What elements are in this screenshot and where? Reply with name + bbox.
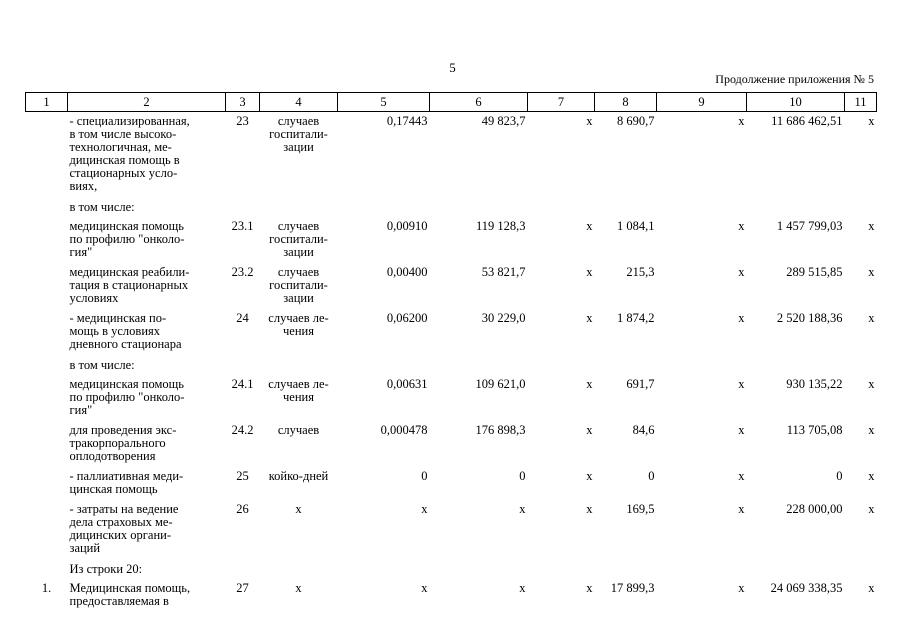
cell-col-6 (430, 355, 528, 375)
cell-col-10: 2 520 188,36 (776, 311, 843, 325)
row-number: 1. (41, 581, 52, 595)
cell-col-9: х (738, 469, 745, 483)
cell-col-5 (338, 559, 430, 579)
row-number (26, 421, 68, 467)
cell-col-11 (845, 355, 877, 375)
cell-col-10 (747, 197, 845, 217)
cell-col-5: х (421, 581, 428, 595)
row-number (26, 375, 68, 421)
row-name: медицинская реабили- тация в стационарных условиях (69, 265, 190, 305)
cell-col-5: 0,17443 (386, 114, 428, 128)
cell-col-9: х (738, 502, 745, 516)
column-header-4: 4 (260, 93, 338, 112)
cell-col-5: 0,000478 (380, 423, 428, 437)
cell-col-8: 84,6 (632, 423, 655, 437)
cell-col-10 (747, 559, 845, 579)
cell-col-6: 53 821,7 (481, 265, 526, 279)
cell-col-6 (430, 197, 528, 217)
cell-col-10: 228 000,00 (786, 502, 843, 516)
row-name: в том числе: (69, 200, 135, 214)
table-body (26, 112, 877, 613)
row-unit: случаев госпитали- зации (269, 114, 328, 154)
cell-col-7: х (586, 219, 593, 233)
cell-col-7: х (586, 311, 593, 325)
table-row (26, 375, 877, 421)
row-code: 24.2 (231, 423, 254, 437)
cell-col-5: 0 (421, 469, 428, 483)
row-code: 23 (236, 114, 249, 128)
cell-col-11: х (868, 265, 875, 279)
row-unit: х (295, 581, 302, 595)
cell-col-9: х (738, 311, 745, 325)
cell-col-8: 169,5 (626, 502, 655, 516)
cell-col-7: х (586, 502, 593, 516)
table-row (26, 217, 877, 263)
cell-col-7: х (586, 581, 593, 595)
cell-col-5: 0,06200 (386, 311, 428, 325)
cell-col-9 (657, 197, 747, 217)
row-unit: случаев ле- чения (268, 311, 329, 338)
cell-col-5 (338, 197, 430, 217)
row-name: в том числе: (69, 358, 135, 372)
cell-col-5 (338, 355, 430, 375)
row-unit: случаев госпитали- зации (269, 219, 328, 259)
row-unit: случаев ле- чения (268, 377, 329, 404)
table-row (26, 112, 877, 198)
column-header-5: 5 (338, 93, 430, 112)
cell-col-6: 49 823,7 (481, 114, 526, 128)
column-header-3: 3 (226, 93, 260, 112)
row-unit (260, 197, 338, 217)
cell-col-11: х (868, 114, 875, 128)
cell-col-9: х (738, 423, 745, 437)
row-number (26, 355, 68, 375)
row-number (26, 112, 68, 198)
cell-col-10: 24 069 338,35 (770, 581, 843, 595)
table-row (26, 421, 877, 467)
row-unit: х (295, 502, 302, 516)
row-code (226, 197, 260, 217)
column-header-8: 8 (595, 93, 657, 112)
column-header-9: 9 (657, 93, 747, 112)
table-header-row (26, 93, 877, 112)
cell-col-6: х (519, 502, 526, 516)
row-unit: случаев госпитали- зации (269, 265, 328, 305)
cell-col-9: х (738, 219, 745, 233)
table-subheading-row (26, 197, 877, 217)
cell-col-9: х (738, 377, 745, 391)
row-code (226, 355, 260, 375)
cell-col-6: 109 621,0 (475, 377, 526, 391)
cell-col-7 (528, 559, 595, 579)
row-number (26, 309, 68, 355)
cell-col-11: х (868, 423, 875, 437)
cell-col-6: 176 898,3 (475, 423, 526, 437)
row-code: 26 (236, 502, 249, 516)
row-name: - паллиативная меди- цинская помощь (69, 469, 184, 496)
table-row (26, 309, 877, 355)
row-number (26, 467, 68, 500)
row-name: - затраты на ведение дела страховых ме- дицинских органи- заций (69, 502, 179, 555)
cell-col-11: х (868, 502, 875, 516)
cell-col-8 (595, 559, 657, 579)
cell-col-5: 0,00400 (386, 265, 428, 279)
row-code: 27 (236, 581, 249, 595)
table-subheading-row (26, 559, 877, 579)
table-row (26, 263, 877, 309)
row-code: 24.1 (231, 377, 254, 391)
cell-col-10: 113 705,08 (786, 423, 843, 437)
cell-col-8 (595, 355, 657, 375)
row-number (26, 197, 68, 217)
row-unit: койко-дней (268, 469, 329, 483)
row-name: Медицинская помощь, предоставляемая в (69, 581, 191, 608)
cell-col-7 (528, 197, 595, 217)
cell-col-8: 0 (648, 469, 655, 483)
table-row (26, 579, 877, 612)
cell-col-7: х (586, 469, 593, 483)
column-header-11: 11 (845, 93, 877, 112)
row-name: - специализированная, в том числе высоко- технологичная, ме- дицинская помощь в стационарных усло- виях, (69, 114, 190, 193)
cell-col-5: х (421, 502, 428, 516)
cell-col-6: 30 229,0 (481, 311, 526, 325)
row-unit (260, 559, 338, 579)
cell-col-9: х (738, 581, 745, 595)
row-code (226, 559, 260, 579)
cell-col-7: х (586, 265, 593, 279)
cell-col-8: 8 690,7 (617, 114, 655, 128)
column-header-1: 1 (26, 93, 68, 112)
row-code: 24 (236, 311, 249, 325)
cell-col-11 (845, 197, 877, 217)
cell-col-8: 1 874,2 (617, 311, 655, 325)
cell-col-10 (747, 355, 845, 375)
cell-col-11: х (868, 469, 875, 483)
row-name: Из строки 20: (69, 562, 143, 576)
cell-col-5: 0,00910 (386, 219, 428, 233)
cell-col-8: 1 084,1 (617, 219, 655, 233)
row-name: для проведения экс- тракорпорального оплодотворения (69, 423, 177, 463)
cell-col-8: 691,7 (626, 377, 655, 391)
cell-col-10: 930 135,22 (786, 377, 843, 391)
table-subheading-row (26, 355, 877, 375)
cell-col-9: х (738, 114, 745, 128)
row-unit: случаев (277, 423, 320, 437)
row-number (26, 500, 68, 559)
cell-col-8: 17 899,3 (610, 581, 655, 595)
table-row (26, 500, 877, 559)
column-header-2: 2 (68, 93, 226, 112)
table-row (26, 467, 877, 500)
data-table (25, 92, 877, 612)
row-code: 23.1 (231, 219, 254, 233)
row-number (26, 263, 68, 309)
cell-col-6: х (519, 581, 526, 595)
cell-col-9 (657, 559, 747, 579)
row-number (26, 559, 68, 579)
row-code: 23.2 (231, 265, 254, 279)
page-number: 5 (449, 60, 456, 75)
cell-col-5: 0,00631 (386, 377, 428, 391)
cell-col-7: х (586, 423, 593, 437)
cell-col-11: х (868, 311, 875, 325)
row-name: - медицинская по- мощь в условиях дневного стационара (69, 311, 182, 351)
cell-col-6: 119 128,3 (475, 219, 526, 233)
cell-col-6: 0 (519, 469, 526, 483)
row-number (26, 217, 68, 263)
appendix-continuation-note: Продолжение приложения № 5 (715, 72, 874, 86)
cell-col-9: х (738, 265, 745, 279)
cell-col-10: 0 (836, 469, 843, 483)
row-name: медицинская помощь по профилю "онколо- гия" (69, 377, 185, 417)
cell-col-7: х (586, 377, 593, 391)
cell-col-7: х (586, 114, 593, 128)
column-header-7: 7 (528, 93, 595, 112)
cell-col-10: 11 686 462,51 (771, 114, 843, 128)
cell-col-7 (528, 355, 595, 375)
column-header-6: 6 (430, 93, 528, 112)
cell-col-11: х (868, 377, 875, 391)
cell-col-8: 215,3 (626, 265, 655, 279)
cell-col-6 (430, 559, 528, 579)
column-header-10: 10 (747, 93, 845, 112)
cell-col-9 (657, 355, 747, 375)
cell-col-8 (595, 197, 657, 217)
row-code: 25 (236, 469, 249, 483)
cell-col-11: х (868, 581, 875, 595)
row-name: медицинская помощь по профилю "онколо- гия" (69, 219, 185, 259)
cell-col-10: 1 457 799,03 (776, 219, 843, 233)
cell-col-11 (845, 559, 877, 579)
row-unit (260, 355, 338, 375)
cell-col-11: х (868, 219, 875, 233)
cell-col-10: 289 515,85 (786, 265, 843, 279)
